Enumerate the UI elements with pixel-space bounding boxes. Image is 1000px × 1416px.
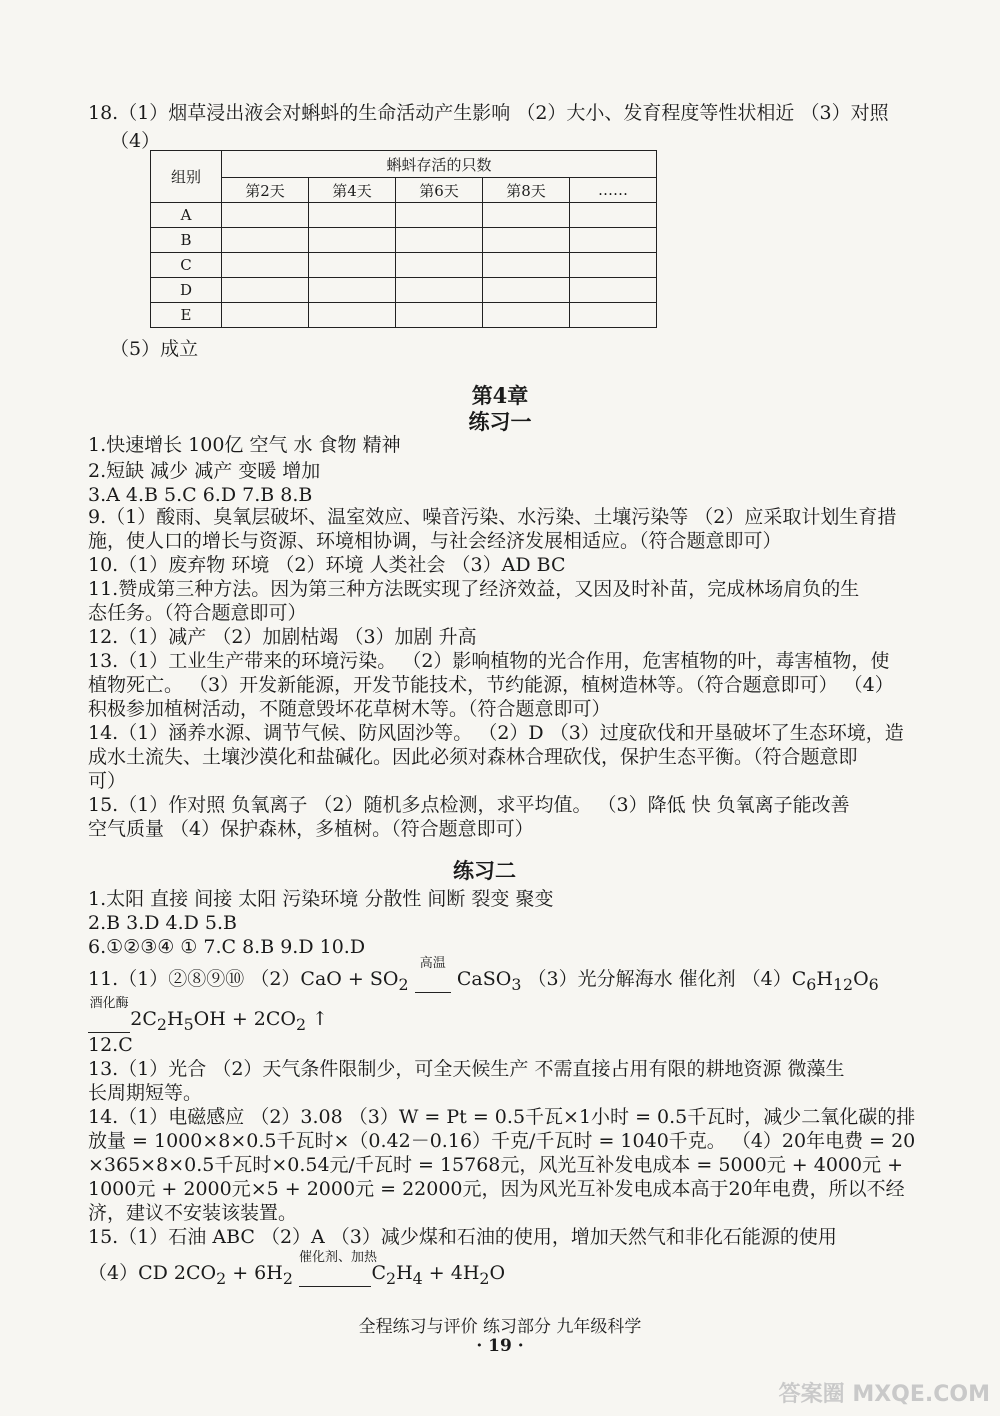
watermark-text: 答案圈 MXQE.COM (778, 1382, 990, 1407)
ex2-line: 放量 = 1000×8×0.5千瓦时×（0.42－0.16）千克/千瓦时 = 1040千克。 （4）20年电费 = 20 (88, 1130, 916, 1152)
table-row (151, 203, 657, 228)
q11-line2: 酒化酶 $2C_2H_5OH + 2CO_2$ ↑ (88, 1006, 328, 1038)
ex2-line: 13.（1）光合 （2）天气条件限制少，可全天候生产 不需直接占用有限的耕地资源 微藻生 (88, 1058, 845, 1080)
footer-title: 全程练习与评价 练习部分 九年级科学 (358, 1317, 642, 1337)
ex1-line: 空气质量 （4）保护森林，多植树。（符合题意即可） (88, 818, 534, 840)
day-header: 第6天 (396, 178, 483, 203)
ex2-line: 2.B 3.D 4.D 5.B (88, 912, 238, 934)
ex2-line: 14.（1）电磁感应 （2）3.08 （3）W = Pt = 0.5千瓦×1小时 = 0.5千瓦时，减少二氧化碳的排 (88, 1106, 916, 1128)
table-span-header: 蝌蚪存活的只数 (222, 151, 657, 178)
ex1-line: 11.赞成第三种方法。因为第三种方法既实现了经济效益，又因及时补苗，完成林场肩负的生 (88, 578, 860, 600)
ex2-line: 12.C (88, 1034, 133, 1056)
ex1-line: 9.（1）酸雨、臭氧层破坏、温室效应、噪音污染、水污染、土壤污染等 （2）应采取计划生育措 (88, 506, 897, 528)
ex1-line: 可） (88, 770, 127, 792)
day-header: 第8天 (483, 178, 570, 203)
chapter-title: 第4章 (471, 383, 529, 408)
group-label: D (151, 278, 222, 303)
ex1-line: 2.短缺 减少 减产 变暖 增加 (88, 460, 321, 482)
ex1-line: 10.（1）废弃物 环境 （2）环境 人类社会 （3）AD BC (88, 554, 566, 576)
table-row (151, 253, 657, 278)
survival-table (150, 150, 657, 328)
ex1-line: 13.（1）工业生产带来的环境污染。 （2）影响植物的光合作用，危害植物的叶，毒害植物，使 (88, 650, 890, 672)
reaction-arrow: 酒化酶 (88, 1006, 130, 1038)
day-header: 第2天 (222, 178, 309, 203)
ex1-line: 14.（1）涵养水源、调节气候、防风固沙等。 （2）D （3）过度砍伐和开垦破坏了生态环境，造 (88, 722, 904, 744)
q18-part4: （4） (110, 130, 161, 152)
watermark-logo (779, 1377, 990, 1408)
ex1-line: 12.（1）减产 （2）加剧枯竭 （3）加剧 升高 (88, 626, 477, 648)
ex2-line: 济，建议不安装该装置。 (88, 1202, 298, 1224)
reaction-arrow: 催化剂、加热 (299, 1260, 371, 1292)
ex2-line: 长周期短等。 (88, 1082, 203, 1104)
ex1-line: 积极参加植树活动，不随意毁坏花草树木等。（符合题意即可） (88, 698, 611, 720)
ex1-line: 3.A 4.B 5.C 6.D 7.B 8.B (88, 484, 313, 506)
q18-part5: （5）成立 (110, 338, 199, 360)
ex1-line: 态任务。（符合题意即可） (88, 602, 307, 624)
reaction-arrow: 高温 (415, 966, 451, 998)
table-row (151, 278, 657, 303)
q18-line1: 18.（1）烟草浸出液会对蝌蚪的生命活动产生影响 （2）大小、发育程度等性状相近 （3）对照 (88, 102, 889, 124)
group-label: A (151, 203, 222, 228)
ex2-line: ×365×8×0.5千瓦时×0.54元/千瓦时 = 15768元，风光互补发电成本 = 5000元 + 4000元 + (88, 1154, 904, 1176)
exercise2-title: 练习二 (453, 858, 516, 883)
ex1-line: 15.（1）作对照 负氧离子 （2）随机多点检测，求平均值。 （3）降低 快 负氧离子能改善 (88, 794, 850, 816)
table-row (151, 228, 657, 253)
table-corner: 组别 (151, 151, 222, 203)
ex2-line: 15.（1）石油 ABC （2）A （3）减少煤和石油的使用，增加天然气和非化石能源的使用 (88, 1226, 837, 1248)
ex1-line: 1.快速增长 100亿 空气 水 食物 精神 (88, 434, 401, 456)
ex1-line: 植物死亡。 （3）开发新能源，开发节能技术，节约能源，植树造林等。（符合题意即可） （4） (88, 674, 894, 696)
ex2-line: 6.①②③④ ① 7.C 8.B 9.D 10.D (88, 936, 366, 958)
ex1-line: 施，使人口的增长与资源、环境相协调，与社会经济发展相适应。（符合题意即可） (88, 530, 782, 552)
ex2-line: 1000元 + 2000元×5 + 2000元 = 22000元，因为风光互补发电成本高于20年电费，所以不经 (88, 1178, 905, 1200)
group-label: B (151, 228, 222, 253)
table-row (151, 303, 657, 328)
group-label: E (151, 303, 222, 328)
group-label: C (151, 253, 222, 278)
exercise1-title: 练习一 (468, 409, 532, 434)
q11-line1: 11.（1）②⑧⑨⑩ $(2)CaO + SO_2$ 高温 CaSO$_3$ （3）光分解海水 催化剂 $(4)C_6H_{12}O_6$ (88, 966, 879, 998)
ex2-line: 1.太阳 直接 间接 太阳 污染环境 分散性 间断 裂变 聚变 (88, 888, 554, 910)
q15-line2: （4）CD $2CO_2 + 6H_2$ 催化剂、加热 $C_2H_4 + 4H_2O$ (88, 1260, 505, 1292)
ex1-line: 成水土流失、土壤沙漠化和盐碱化。因此必须对森林合理砍伐，保护生态平衡。（符合题意即 (88, 746, 858, 768)
day-header: 第4天 (309, 178, 396, 203)
day-header: …… (570, 178, 657, 203)
page-number: · 19 · (476, 1336, 524, 1356)
